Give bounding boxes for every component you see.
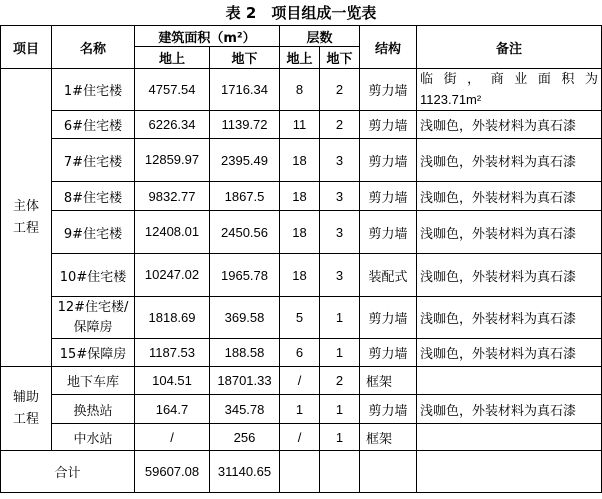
row-note: 浅咖色，外装材料为真石漆 (417, 339, 602, 367)
table-row (1, 139, 602, 182)
row-note (417, 69, 602, 111)
row-structure: 剪力墙 (360, 297, 417, 339)
row-floors-above: / (280, 424, 320, 451)
row-area-below: 345.78 (210, 395, 280, 424)
row-note: 浅咖色，外装材料为真石漆 (417, 182, 602, 211)
table-row (1, 339, 602, 367)
table-row (1, 211, 602, 254)
header-structure: 结构 (360, 26, 417, 69)
row-structure: 框架 (360, 424, 417, 451)
header-note: 备注 (417, 26, 602, 69)
header-floors-above: 地上 (280, 47, 320, 69)
row-floors-below: 2 (320, 111, 360, 139)
row-floors-below: 1 (320, 424, 360, 451)
row-structure: 剪力墙 (360, 395, 417, 424)
table-title: 表 2 项目组成一览表 (225, 4, 377, 22)
row-floors-above: / (280, 367, 320, 395)
table-row (1, 182, 602, 211)
row-floors-below: 1 (320, 297, 360, 339)
total-note (417, 451, 602, 493)
row-note (417, 424, 602, 451)
row-structure: 剪力墙 (360, 182, 417, 211)
row-area-above: 12408.01 (135, 211, 210, 254)
group-main: 主体 工程 (1, 69, 52, 367)
row-name: 1#住宅楼 (52, 69, 135, 111)
row-note: 浅咖色，外装材料为真石漆 (417, 297, 602, 339)
header-name: 名称 (52, 26, 135, 69)
row-area-below: 18701.33 (210, 367, 280, 395)
row-name: 地下车库 (52, 367, 135, 395)
table-row (1, 111, 602, 139)
row-floors-below: 2 (320, 69, 360, 111)
row-area-above: 1818.69 (135, 297, 210, 339)
row-area-below: 1867.5 (210, 182, 280, 211)
total-structure (360, 451, 417, 493)
total-floors-below (320, 451, 360, 493)
row-area-below: 256 (210, 424, 280, 451)
row-name: 中水站 (52, 424, 135, 451)
row-note: 浅咖色，外装材料为真石漆 (417, 211, 602, 254)
row-area-above: 104.51 (135, 367, 210, 395)
row-structure: 剪力墙 (360, 139, 417, 182)
table-row (1, 297, 602, 339)
table-row (1, 424, 602, 451)
row-area-above: 1187.53 (135, 339, 210, 367)
row-floors-above: 18 (280, 211, 320, 254)
header-floors: 层数 (280, 26, 360, 47)
row-area-below: 2395.49 (210, 139, 280, 182)
row-area-above: 9832.77 (135, 182, 210, 211)
row-name: 12#住宅楼/保障房 (52, 297, 135, 339)
row-floors-above: 8 (280, 69, 320, 111)
row-floors-below: 1 (320, 339, 360, 367)
row-floors-below: 3 (320, 182, 360, 211)
row-note: 浅咖色，外装材料为真石漆 (417, 111, 602, 139)
row-area-below: 1965.78 (210, 254, 280, 297)
row-floors-above: 5 (280, 297, 320, 339)
row-note: 浅咖色，外装材料为真石漆 (417, 395, 602, 424)
row-note-line1: 临街，商业面积为 (420, 71, 599, 87)
row-floors-below: 1 (320, 395, 360, 424)
row-area-above: 164.7 (135, 395, 210, 424)
row-floors-above: 11 (280, 111, 320, 139)
total-row (1, 451, 602, 493)
row-floors-below: 3 (320, 211, 360, 254)
row-note: 浅咖色，外装材料为真石漆 (417, 139, 602, 182)
row-floors-above: 18 (280, 254, 320, 297)
row-area-above: / (135, 424, 210, 451)
row-name: 换热站 (52, 395, 135, 424)
row-note: 浅咖色，外装材料为真石漆 (417, 254, 602, 297)
header-floors-below: 地下 (320, 47, 360, 69)
row-floors-above: 1 (280, 395, 320, 424)
row-name: 10#住宅楼 (52, 254, 135, 297)
row-name: 15#保障房 (52, 339, 135, 367)
row-area-below: 369.58 (210, 297, 280, 339)
header-area-below: 地下 (210, 47, 280, 69)
row-name: 9#住宅楼 (52, 211, 135, 254)
total-label: 合计 (1, 451, 135, 493)
row-floors-above: 18 (280, 182, 320, 211)
row-area-above: 10247.02 (135, 254, 210, 297)
row-area-below: 2450.56 (210, 211, 280, 254)
row-area-above: 6226.34 (135, 111, 210, 139)
table-row (1, 254, 602, 297)
header-area-above: 地上 (135, 47, 210, 69)
header-item: 项目 (1, 26, 52, 69)
table-row (1, 395, 602, 424)
row-area-below: 188.58 (210, 339, 280, 367)
row-structure: 装配式 (360, 254, 417, 297)
row-floors-above: 6 (280, 339, 320, 367)
row-name: 7#住宅楼 (52, 139, 135, 182)
table-row (1, 69, 602, 111)
row-area-above: 12859.97 (135, 139, 210, 182)
row-floors-below: 2 (320, 367, 360, 395)
row-name: 6#住宅楼 (52, 111, 135, 139)
table-row (1, 367, 602, 395)
row-structure: 剪力墙 (360, 339, 417, 367)
row-name: 8#住宅楼 (52, 182, 135, 211)
row-floors-above: 18 (280, 139, 320, 182)
total-area-below: 31140.65 (210, 451, 280, 493)
row-structure: 框架 (360, 367, 417, 395)
row-area-above: 4757.54 (135, 69, 210, 111)
project-composition-table (0, 25, 602, 493)
total-area-above: 59607.08 (135, 451, 210, 493)
row-structure: 剪力墙 (360, 211, 417, 254)
row-floors-below: 3 (320, 139, 360, 182)
row-note (417, 367, 602, 395)
row-structure: 剪力墙 (360, 111, 417, 139)
row-area-below: 1716.34 (210, 69, 280, 111)
row-area-below: 1139.72 (210, 111, 280, 139)
row-floors-below: 3 (320, 254, 360, 297)
header-area: 建筑面积（m²） (135, 26, 280, 47)
group-aux: 辅助 工程 (1, 367, 52, 451)
row-note-line2: 1123.71m² (420, 91, 482, 107)
total-floors-above (280, 451, 320, 493)
row-structure: 剪力墙 (360, 69, 417, 111)
